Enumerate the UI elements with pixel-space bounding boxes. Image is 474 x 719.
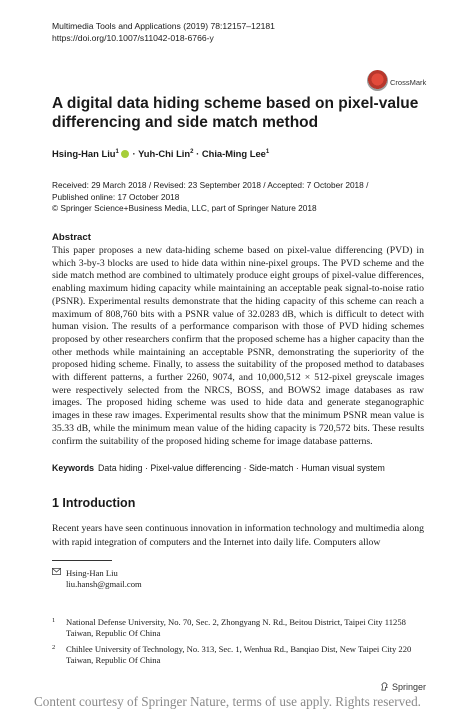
affiliation: [52, 617, 427, 639]
affiliation: [52, 644, 427, 666]
abstract-text: This paper proposes a new data-hiding scheme based on pixel-value differencing (PVD) in which 3-by-3 blocks are used to hide data within nine-pixel groups. The PVD scheme and the side match method are combined to ultimately produce eight groups of pixel-value differences, enabling maximum hiding capacity while maintaining an acceptable peak signal-to-noise ratio (PSNR). Experimental results demonstrate that the hiding capacity of this scheme can reach a maximum of 808,760 bits with a PSNR value of 32.0283 dB, which is difficult to detect with human vision. The results of a performance comparison with those of PVD hiding schemes proposed by other researchers confirm that the proposed scheme has a higher capacity than the other methods while maintaining an acceptable PSNR, demonstrating the superiority of the proposed hiding scheme. Finally, to assess the suitability of the proposed method to databases with different patterns, a further 2260, 9074, and 10,000,512 × 512-pixel greyscale images were respectively selected from the NRCS, BOSS, and BOWS2 image databases as raw images. The proposed hiding scheme was used to hide data and generate steganographic images in these raw images. Experimental results show that the minimum PSNR mean value is 35.33 dB, while the minimum mean value of the hiding capacity is 720,572 bits. These results confirm the suitability of the proposed hiding scheme for image database patterns.: [52, 245, 424, 447]
affiliation-mark: 2: [52, 644, 56, 651]
author-affiliation-mark: 2: [190, 148, 194, 155]
journal-citation: Multimedia Tools and Applications (2019) 78:12157–12181: [52, 21, 275, 31]
doi-link[interactable]: https://doi.org/10.1007/s11042-018-6766-y: [52, 33, 214, 43]
contact-email[interactable]: liu.hansh@gmail.com: [66, 579, 142, 589]
affiliation-text: National Defense University, No. 70, Sec. 2, Zhongyang N. Rd., Beitou District, Taipei City 11258 Taiwan, Republic Of China: [66, 617, 406, 638]
author-affiliation-mark: 1: [265, 148, 270, 155]
footnote-divider: [52, 560, 112, 561]
author-name[interactable]: Yuh-Chi Lin: [138, 148, 191, 159]
author-name[interactable]: Chia-Ming Lee: [201, 148, 266, 159]
affiliation-mark: 1: [52, 617, 56, 624]
keywords: [52, 463, 385, 473]
publisher-name: Springer: [392, 682, 427, 692]
orcid-icon[interactable]: [121, 150, 129, 158]
author-name[interactable]: Hsing-Han Liu: [52, 148, 116, 159]
keywords-text: Data hiding · Pixel-value differencing · Side-match · Human visual system: [98, 463, 385, 473]
dates-line: Published online: 17 October 2018: [52, 191, 180, 202]
contact-name: Hsing-Han Liu: [66, 568, 118, 578]
dates-line: Received: 29 March 2018 / Revised: 23 September 2018 / Accepted: 7 October 2018 /: [52, 180, 369, 190]
author-list: Hsing-Han Liu$^1$ · Yuh-Chi Lin$^2$ · Chia-Ming Lee$^1$: [52, 148, 270, 159]
paper-title: A digital data hiding scheme based on pixel-value differencing and side match method: [52, 95, 419, 131]
publisher-logo: [380, 682, 426, 692]
envelope-icon: [52, 568, 61, 575]
copyright-line: © Springer Science+Business Media, LLC, part of Springer Nature 2018: [52, 203, 317, 213]
affiliation-text: Chihlee University of Technology, No. 313, Sec. 1, Wenhua Rd., Banqiao Dist, New Taipei City 220 Taiwan, Republic Of China: [66, 644, 412, 665]
courtesy-watermark: Content courtesy of Springer Nature, terms of use apply. Rights reserved.: [34, 694, 421, 709]
section-heading: 1 Introduction: [52, 496, 136, 510]
crossmark-label: CrossMark: [390, 78, 427, 87]
keywords-label: Keywords: [52, 463, 95, 473]
abstract-heading: Abstract: [52, 232, 91, 243]
publication-dates: [52, 180, 368, 215]
springer-horse-icon: [380, 682, 389, 691]
journal-header: [52, 20, 275, 44]
crossmark-icon: [367, 70, 388, 91]
author-affiliation-mark: 1: [115, 148, 119, 155]
introduction-text: Recent years have seen continuous innovation in information technology and multimedia along with rapid integration of computers and the Internet into daily life. Computers allow: [52, 523, 424, 548]
